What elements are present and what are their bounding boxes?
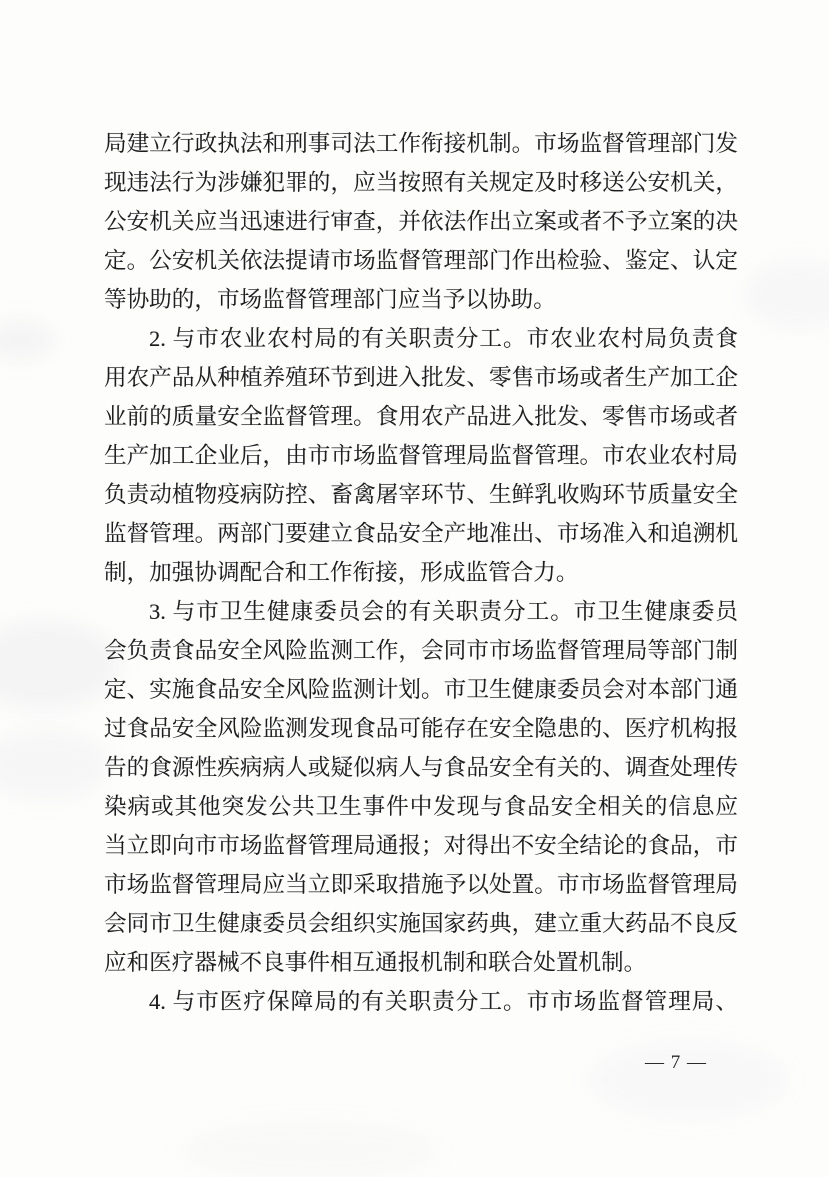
text-line: 告的食源性疾病病人或疑似病人与食品安全有关的、调查处理传 xyxy=(104,755,738,780)
text-line: 3. 与市卫生健康委员会的有关职责分工。市卫生健康委员 xyxy=(149,599,738,624)
text-line: 当立即向市市场监督管理局通报；对得出不安全结论的食品，市 xyxy=(104,833,738,858)
text-line: 局建立行政执法和刑事司法工作衔接机制。市场监督管理部门发 xyxy=(104,131,738,156)
scan-smudge xyxy=(180,1120,440,1177)
scan-smudge xyxy=(0,320,55,360)
text-line: 染病或其他突发公共卫生事件中发现与食品安全相关的信息应 xyxy=(104,794,738,819)
text-line: 等协助的，市场监督管理部门应当予以协助。 xyxy=(104,287,556,312)
text-line: 定。公安机关依法提请市场监督管理部门作出检验、鉴定、认定 xyxy=(104,248,738,273)
text-line: 会同市卫生健康委员会组织实施国家药典，建立重大药品不良反 xyxy=(104,911,738,936)
text-line: 4. 与市医疗保障局的有关职责分工。市市场监督管理局、 xyxy=(149,989,738,1014)
text-line: 制，加强协调配合和工作衔接，形成监管合力。 xyxy=(104,560,579,585)
scan-smudge xyxy=(0,730,110,800)
text-line: 应和医疗器械不良事件相互通报机制和联合处置机制。 xyxy=(104,950,647,975)
text-line: 公安机关应当迅速进行审查，并依法作出立案或者不予立案的决 xyxy=(104,209,738,234)
document-body xyxy=(104,124,738,1021)
text-line: 定、实施食品安全风险监测计划。市卫生健康委员会对本部门通 xyxy=(104,677,738,702)
text-line: 会负责食品安全风险监测工作，会同市市场监督管理局等部门制 xyxy=(104,638,738,663)
text-line: 用农产品从种植养殖环节到进入批发、零售市场或者生产加工企 xyxy=(104,365,738,390)
text-line: 现违法行为涉嫌犯罪的，应当按照有关规定及时移送公安机关， xyxy=(104,170,738,195)
text-line: 业前的质量安全监督管理。食用农产品进入批发、零售市场或者 xyxy=(104,404,738,429)
page-number: — 7 — xyxy=(645,1052,707,1073)
text-line: 生产加工企业后，由市市场监督管理局监督管理。市农业农村局 xyxy=(104,443,738,468)
text-line: 市场监督管理局应当立即采取措施予以处置。市市场监督管理局 xyxy=(104,872,738,897)
text-line: 2. 与市农业农村局的有关职责分工。市农业农村局负责食 xyxy=(149,326,738,351)
scan-smudge xyxy=(0,620,120,710)
text-line: 过食品安全风险监测发现食品可能存在安全隐患的、医疗机构报 xyxy=(104,716,738,741)
text-line: 监督管理。两部门要建立食品安全产地准出、市场准入和追溯机 xyxy=(104,521,738,546)
scan-smudge xyxy=(744,260,829,330)
text-line: 负责动植物疫病防控、畜禽屠宰环节、生鲜乳收购环节质量安全 xyxy=(104,482,738,507)
